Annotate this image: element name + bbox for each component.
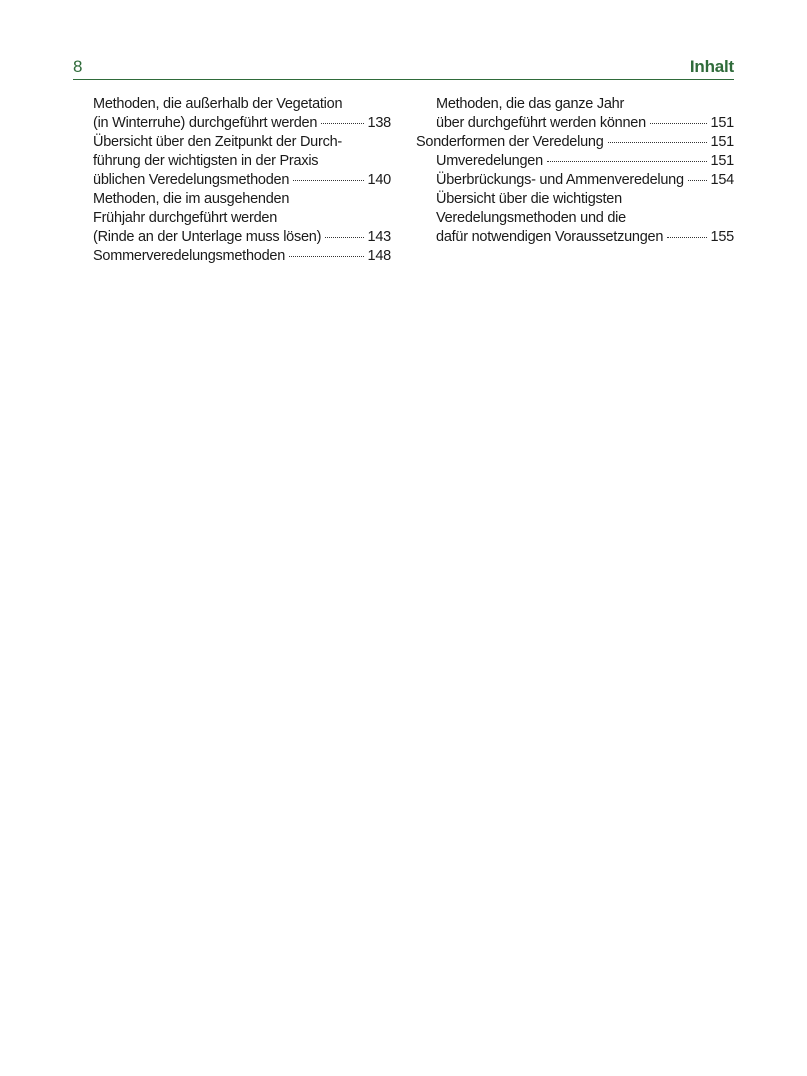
toc-page-number: 151: [710, 134, 734, 150]
toc-left-column: [93, 95, 391, 266]
toc-entry-text: Veredelungsmethoden und die: [436, 210, 626, 226]
toc-entry-text: Überbrückungs- und Ammenveredelung: [436, 172, 684, 188]
toc-entry-text: üblichen Veredelungsmethoden: [93, 172, 290, 188]
toc-line: [416, 95, 734, 114]
toc-entry-text: über durchgeführt werden können: [436, 115, 646, 131]
dot-leader: [293, 180, 363, 181]
toc-line[interactable]: [416, 228, 734, 247]
toc-entry-text: Übersicht über die wichtigsten: [436, 191, 622, 207]
toc-line: [93, 133, 391, 152]
dot-leader: [325, 237, 363, 238]
toc-entry-text: dafür notwendigen Voraussetzungen: [436, 229, 664, 245]
toc-entry-text: Übersicht über den Zeitpunkt der Durch-: [93, 134, 342, 150]
toc-entry-text: (in Winterruhe) durchgeführt werden: [93, 115, 318, 131]
toc-line[interactable]: [93, 171, 391, 190]
toc-entry-text: (Rinde an der Unterlage muss lösen): [93, 229, 322, 245]
toc-entry-text: führung der wichtigsten in der Praxis: [93, 153, 319, 169]
dot-leader: [547, 161, 707, 162]
dot-leader: [289, 256, 364, 257]
toc-line[interactable]: [93, 228, 391, 247]
toc-line[interactable]: [93, 247, 391, 266]
toc-line: [93, 152, 391, 171]
page-header: [73, 56, 734, 80]
toc-page-number: 138: [367, 115, 391, 131]
toc-line: [93, 190, 391, 209]
toc-line[interactable]: [93, 114, 391, 133]
dot-leader: [688, 180, 707, 181]
toc-line: [93, 209, 391, 228]
toc-entry-text: Frühjahr durchgeführt werden: [93, 210, 278, 226]
toc-line: [416, 209, 734, 228]
toc-line[interactable]: [416, 133, 734, 152]
toc-page-number: 140: [367, 172, 391, 188]
toc-page-number: 151: [710, 153, 734, 169]
toc-entry-text: Sonderformen der Veredelung: [416, 134, 604, 150]
toc-entry-text: Umveredelungen: [436, 153, 543, 169]
toc-page-number: 151: [710, 115, 734, 131]
toc-line: [416, 190, 734, 209]
toc-line[interactable]: [416, 114, 734, 133]
dot-leader: [321, 123, 363, 124]
toc-line[interactable]: [416, 171, 734, 190]
page-number: 8: [73, 57, 83, 76]
toc-page-number: 154: [710, 172, 734, 188]
toc-page-number: 148: [367, 248, 391, 264]
toc-line: [93, 95, 391, 114]
toc-page-number: 143: [367, 229, 391, 245]
dot-leader: [667, 237, 706, 238]
toc-entry-text: Methoden, die das ganze Jahr: [436, 96, 625, 112]
dot-leader: [608, 142, 707, 143]
toc-right-column: [416, 95, 734, 247]
toc-entry-text: Methoden, die im ausgehenden: [93, 191, 290, 207]
section-title: Inhalt: [689, 57, 734, 76]
toc-entry-text: Methoden, die außerhalb der Vegetation: [93, 96, 343, 112]
toc-entry-text: Sommerveredelungsmethoden: [93, 248, 286, 264]
toc-line[interactable]: [416, 152, 734, 171]
dot-leader: [650, 123, 707, 124]
toc-page-number: 155: [710, 229, 734, 245]
